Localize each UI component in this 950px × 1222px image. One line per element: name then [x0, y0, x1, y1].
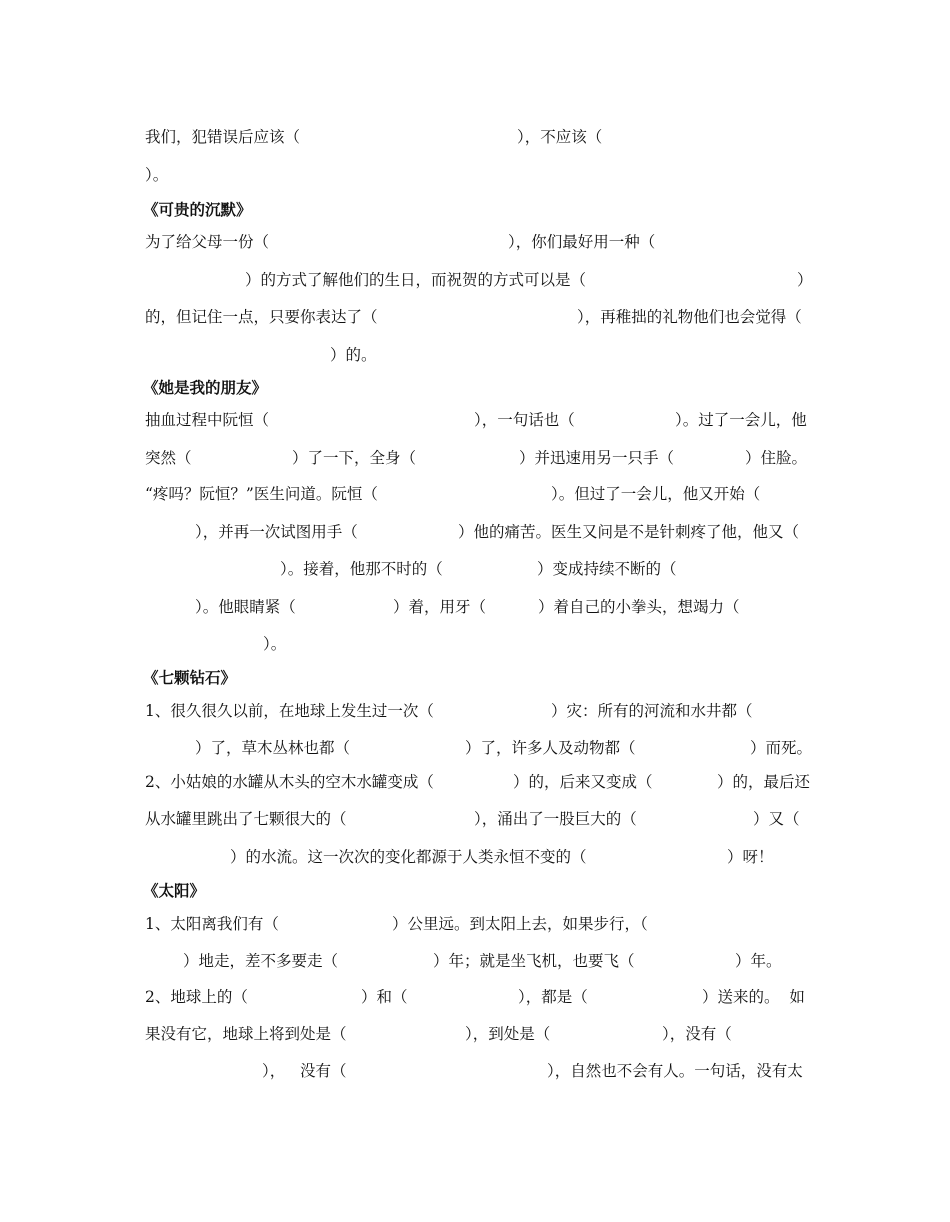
line-segment: 抽血过程中阮恒（	[145, 411, 270, 429]
line-segment: 1、太阳离我们有（	[145, 915, 279, 933]
line-segment: 突然（	[145, 449, 192, 467]
line-segment: ）呀！	[727, 848, 774, 866]
line-segment: ）着，用牙（	[393, 598, 487, 616]
line-segment: ）。他眼睛紧（	[195, 598, 296, 616]
line-segment: ）了一下，全身（	[292, 449, 417, 467]
line-segment: ）公里远。到太阳上去，如果步行，（	[392, 915, 648, 933]
section-title-text: 《她是我的朋友》	[143, 378, 268, 397]
line-segment: ）的水流。这一次次的变化都源于人类永恒不变的（	[230, 848, 587, 866]
line-segment: ）他的痛苦。医生又问是不是针刺疼了他，他又（	[458, 523, 800, 541]
line-segment: ），自然也不会有人。一句话，没有太	[547, 1062, 803, 1080]
line-segment: “疼吗？阮恒？”医生问道。阮恒（	[145, 485, 378, 503]
line-segment: ）， 没有（	[262, 1062, 347, 1080]
section-title-text: 《太阳》	[143, 881, 206, 900]
line-segment: ）。	[263, 635, 287, 653]
line-segment: ）。过了一会儿，他	[675, 411, 807, 429]
line-segment: 的，但记住一点，只要你表达了（	[145, 308, 378, 326]
line-segment: ），没有（	[662, 1025, 732, 1043]
line-segment: ），一句话也（	[474, 411, 575, 429]
line-segment: ），你们最好用一种（	[508, 233, 656, 251]
line-segment: ）并迅速用另一只手（	[519, 449, 675, 467]
line-segment: ）地走，差不多要走（	[183, 952, 339, 970]
line-segment: ），并再一次试图用手（	[195, 523, 358, 541]
line-segment: ）	[797, 271, 813, 289]
line-segment: ）的，最后还	[717, 773, 811, 791]
line-segment: 2、小姑娘的水罐从木头的空木水罐变成（	[145, 773, 434, 791]
line-segment: ）送来的。 如	[702, 988, 805, 1006]
line-segment: ）。	[145, 166, 169, 184]
line-segment: ）的。	[330, 346, 377, 364]
line-segment: ）灾：所有的河流和水井都（	[551, 702, 753, 720]
line-segment: 果没有它，地球上将到处是（	[145, 1025, 347, 1043]
line-segment: ）而死。	[750, 739, 813, 757]
line-segment: ），再稚拙的礼物他们也会觉得（	[577, 308, 802, 326]
line-segment: ），涌出了一股巨大的（	[474, 810, 637, 828]
section-title-text: 《可贵的沉默》	[143, 200, 252, 219]
line-segment: ），不应该（	[517, 128, 603, 146]
line-segment: ）和（	[361, 988, 408, 1006]
line-segment: ）住脸。	[745, 449, 808, 467]
line-segment: 从水罐里跳出了七颗很大的（	[145, 810, 347, 828]
line-segment: ）着自己的小拳头，想竭力（	[538, 598, 740, 616]
line-segment: ），都是（	[518, 988, 588, 1006]
line-segment: ）又（	[753, 810, 800, 828]
section-title-text: 《七颗钻石》	[143, 668, 237, 687]
line-segment: 1、很久很久以前，在地球上发生过一次（	[145, 702, 434, 720]
line-segment: 我们，犯错误后应该（	[145, 128, 301, 146]
line-segment: ）的，后来又变成（	[513, 773, 653, 791]
line-segment: ）年。	[735, 952, 782, 970]
line-segment: ）年；就是坐飞机，也要飞（	[433, 952, 635, 970]
line-segment: ）了，草木丛林也都（	[195, 739, 351, 757]
line-segment: ）了，许多人及动物都（	[465, 739, 636, 757]
line-segment: 为了给父母一份（	[145, 233, 270, 251]
line-segment: ）。但过了一会儿，他又开始（	[551, 485, 761, 503]
line-segment: 2、地球上的（	[145, 988, 248, 1006]
line-segment: ），到处是（	[465, 1025, 551, 1043]
line-segment: ）变成持续不断的（	[537, 560, 677, 578]
line-segment: ）的方式了解他们的生日，而祝贺的方式可以是（	[245, 271, 587, 289]
line-segment: ）。接着，他那不时的（	[280, 560, 443, 578]
